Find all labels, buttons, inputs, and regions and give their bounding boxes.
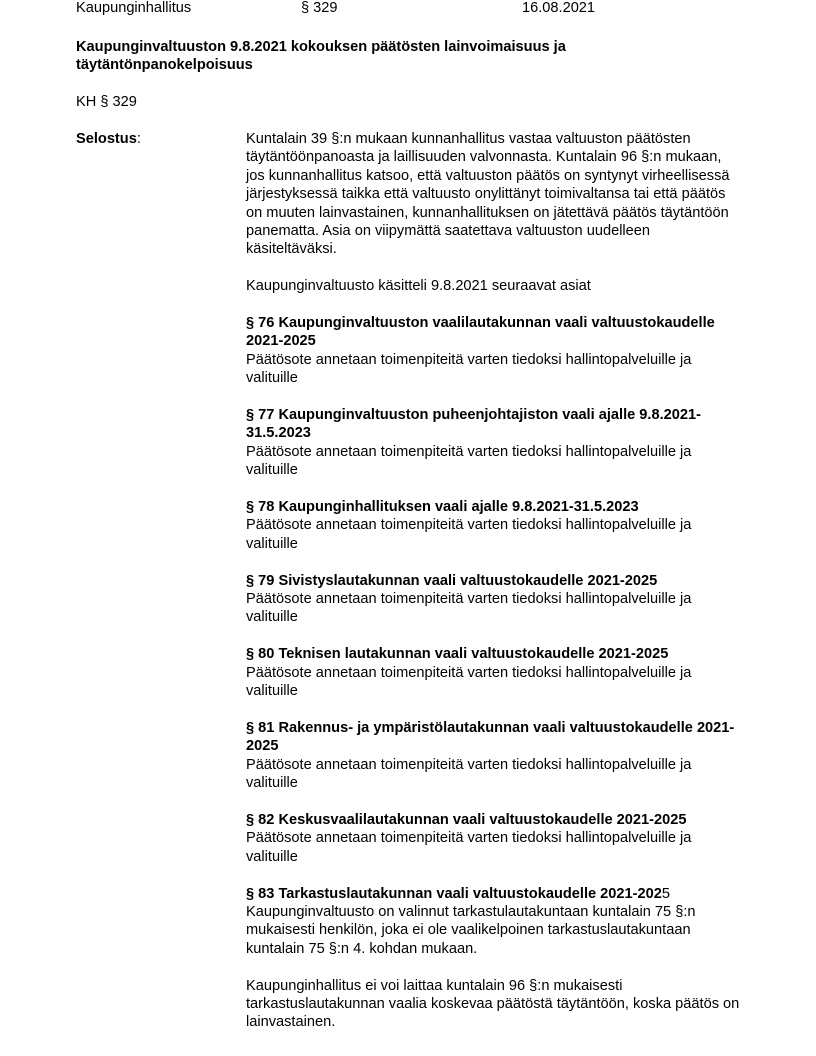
agenda-item-78 xyxy=(246,498,740,553)
header-organization: Kaupunginhallitus xyxy=(76,0,192,16)
agenda-item-heading-text: § 76 Kaupunginvaltuuston vaalilautakunnan vaali valtuustokaudelle 2021-2025 xyxy=(246,315,715,350)
page-header xyxy=(76,0,776,19)
agenda-item-83 xyxy=(246,885,740,1032)
agenda-item-80 xyxy=(246,645,740,700)
agenda-item-heading-text: § 80 Teknisen lautakunnan vaali valtuustokaudelle 2021-2025 xyxy=(246,646,669,663)
intro-paragraph: Kuntalain 39 §:n mukaan kunnanhallitus vastaa valtuuston päätösten täytäntöönpanoasta ja laillisuuden valvonnasta. Kuntalain 96 §:n mukaan, jos kunnanhallitus katsoo, että valtuuston päätös on syntynyt virheellisessä järjestyksessä taikka että valtuusto onylittänyt toimivaltansa tai että päätös on muuten lainvastainen, kunnanhallituksen on jätettävä päätös täytäntöön panematta. Asia on viipymättä saatettava valtuuston uudelleen käsiteltäväksi. xyxy=(246,131,730,258)
agenda-item-heading xyxy=(246,314,740,351)
agenda-item-note: Kaupunginhallitus ei voi laittaa kuntalain 96 §:n mukaisesti tarkastuslautakunnan vaalia koskevaa päätöstä täytäntöön, koska päätös on lainvastainen. xyxy=(246,977,740,1031)
agenda-item-heading-text: § 77 Kaupunginvaltuuston puheenjohtajiston vaali ajalle 9.8.2021-31.5.2023 xyxy=(246,407,701,442)
agenda-item-text: Päätösote annetaan toimenpiteitä varten tiedoksi hallintopalveluille ja valituille xyxy=(246,443,692,479)
selostus-body xyxy=(246,130,740,1050)
agenda-item-82 xyxy=(246,811,740,866)
lead-paragraph: Kaupunginvaltuusto käsitteli 9.8.2021 seuraavat asiat xyxy=(246,278,591,295)
agenda-item-heading xyxy=(246,498,740,516)
agenda-item-heading xyxy=(246,406,740,443)
agenda-item-heading-text: § 78 Kaupunginhallituksen vaali ajalle 9.8.2021-31.5.2023 xyxy=(246,499,639,516)
agenda-item-text: Päätösote annetaan toimenpiteitä varten tiedoksi hallintopalveluille ja valituille xyxy=(246,351,692,387)
agenda-item-heading xyxy=(246,645,740,663)
selostus-label-text: Selostus xyxy=(76,131,137,147)
agenda-item-heading-text: § 83 Tarkastuslautakunnan vaali valtuustokaudelle 2021-202 xyxy=(246,885,662,902)
agenda-item-81 xyxy=(246,719,740,793)
agenda-item-text: Päätösote annetaan toimenpiteitä varten tiedoksi hallintopalveluille ja valituille xyxy=(246,830,692,865)
agenda-item-text: Kaupunginvaltuusto on valinnut tarkastulautakuntaan kuntalain 75 §:n mukaisesti henkilön, joka ei ole vaalikelpoinen tarkastuslautakuntaan kuntalain 75 §:n 4. kohdan mukaan. xyxy=(246,903,696,957)
selostus-label-suffix: : xyxy=(136,131,141,147)
agenda-item-heading xyxy=(246,572,740,590)
agenda-item-text: Päätösote annetaan toimenpiteitä varten tiedoksi hallintopalveluille ja valituille xyxy=(246,517,692,552)
agenda-item-76 xyxy=(246,314,740,388)
kh-reference: KH § 329 xyxy=(76,94,137,110)
agenda-item-heading xyxy=(246,719,740,756)
agenda-item-77 xyxy=(246,406,740,480)
selostus-label xyxy=(76,130,141,148)
header-section-number: § 329 xyxy=(301,0,338,16)
agenda-item-heading-tail: 5 xyxy=(661,885,670,902)
agenda-item-79 xyxy=(246,572,740,627)
agenda-item-heading-text: § 81 Rakennus- ja ympäristölautakunnan vaali valtuustokaudelle 2021-2025 xyxy=(246,719,735,755)
agenda-item-heading-text: § 79 Sivistyslautakunnan vaali valtuustokaudelle 2021-2025 xyxy=(246,572,658,589)
agenda-item-text: Päätösote annetaan toimenpiteitä varten tiedoksi hallintopalveluille ja valituille xyxy=(246,664,692,700)
agenda-item-heading-text: § 82 Keskusvaalilautakunnan vaali valtuustokaudelle 2021-2025 xyxy=(246,811,687,828)
agenda-item-text: Päätösote annetaan toimenpiteitä varten tiedoksi hallintopalveluille ja valituille xyxy=(246,756,692,792)
agenda-item-heading xyxy=(246,811,740,829)
header-date: 16.08.2021 xyxy=(522,0,596,16)
document-title: Kaupunginvaltuuston 9.8.2021 kokouksen päätösten lainvoimaisuus ja täytäntönpanokelpoisuus xyxy=(76,39,566,74)
agenda-item-heading xyxy=(246,885,740,903)
agenda-item-text: Päätösote annetaan toimenpiteitä varten tiedoksi hallintopalveluille ja valituille xyxy=(246,591,692,626)
